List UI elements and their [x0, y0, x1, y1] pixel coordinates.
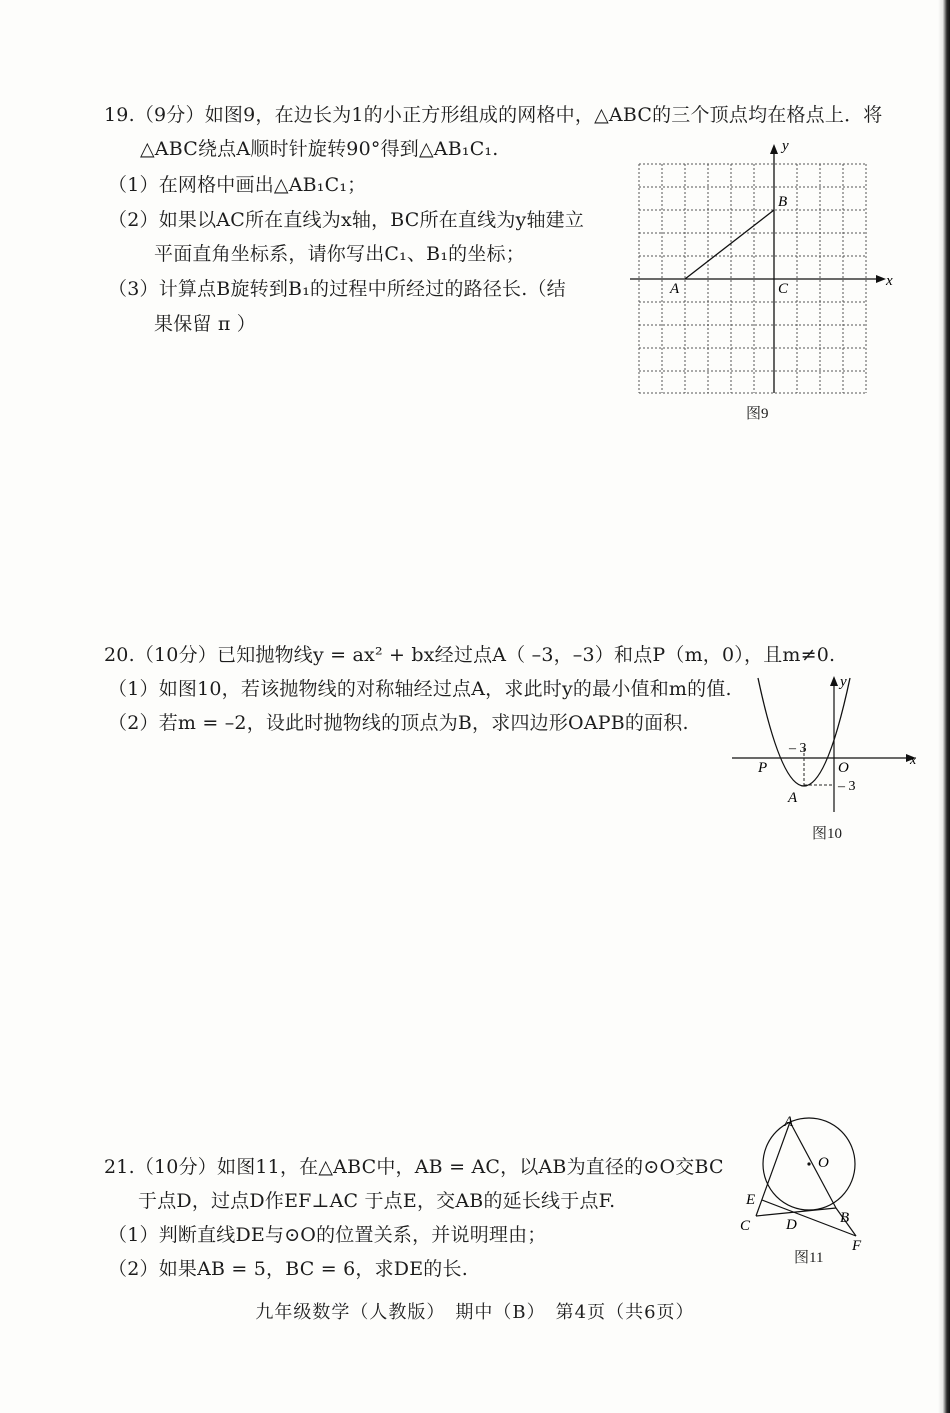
q20-part2: （2）若m = –2，设此时抛物线的顶点为B，求四边形OAPB的面积.: [108, 712, 689, 734]
fig9-label-c: C: [778, 281, 789, 297]
q19-part1: （1）在网格中画出△AB₁C₁；: [108, 174, 367, 196]
fig11-label-d: D: [786, 1217, 797, 1233]
fig10-label-a: A: [788, 790, 798, 806]
figure-10-parabola: [728, 672, 928, 820]
figure-11-caption: 图11: [794, 1250, 824, 1266]
q21-part1: （1）判断直线DE与⊙O的位置关系，并说明理由；: [108, 1224, 547, 1246]
q20-part1: （1）如图10，若该抛物线的对称轴经过点A，求此时y的最小值和m的值.: [108, 678, 732, 700]
fig11-label-e: E: [746, 1192, 756, 1208]
fig11-label-a: A: [784, 1114, 794, 1130]
figure-9-grid: [630, 140, 895, 400]
q21-stem-line1: 21.（10分）如图11，在△ABC中，AB = AC，以AB为直径的⊙O交BC: [104, 1156, 724, 1178]
fig10-label-p: P: [758, 760, 768, 776]
q19-part3-cont: 果保留 π ）: [154, 313, 256, 335]
fig11-label-f: F: [852, 1238, 862, 1252]
fig9-label-x: x: [886, 273, 893, 289]
q19-part2: （2）如果以AC所在直线为x轴，BC所在直线为y轴建立: [108, 209, 585, 231]
fig10-label-y: y: [840, 674, 847, 690]
q21-stem-line2: 于点D，过点D作EF⊥AC 于点E，交AB的延长线于点F.: [138, 1190, 616, 1212]
q19-stem-line1: 19.（9分）如图9，在边长为1的小正方形组成的网格中，△ABC的三个顶点均在格点上．将: [104, 104, 883, 126]
fig9-label-a: A: [670, 281, 680, 297]
fig9-label-y: y: [782, 140, 789, 154]
fig10-label-x: x: [910, 753, 917, 768]
page-footer: 九年级数学（人教版） 期中（B） 第4页（共6页）: [255, 1302, 695, 1323]
page-edge-shadow: [938, 0, 950, 1413]
fig11-label-c: C: [740, 1218, 751, 1234]
q19-part3: （3）计算点B旋转到B₁的过程中所经过的路径长.（结: [108, 278, 566, 300]
figure-11-circle: [736, 1112, 871, 1252]
fig10-tick-x: – 3: [789, 741, 807, 756]
q19-stem-line2: △ABC绕点A顺时针旋转90°得到△AB₁C₁.: [140, 138, 499, 160]
q20-stem: 20.（10分）已知抛物线y = ax² + bx经过点A（ –3，–3）和点P（m，0），且m≠0.: [104, 644, 836, 666]
q21-part2: （2）如果AB = 5，BC = 6，求DE的长.: [108, 1258, 468, 1280]
fig11-label-b: B: [840, 1210, 850, 1226]
figure-10-caption: 图10: [812, 826, 843, 842]
figure-9-caption: 图9: [746, 406, 769, 422]
fig11-label-o: O: [818, 1155, 829, 1171]
fig9-label-b: B: [778, 194, 788, 210]
fig10-label-o: O: [838, 760, 849, 776]
q19-part2-cont: 平面直角坐标系，请你写出C₁、B₁的坐标；: [154, 243, 525, 265]
fig10-tick-y: – 3: [838, 779, 856, 794]
